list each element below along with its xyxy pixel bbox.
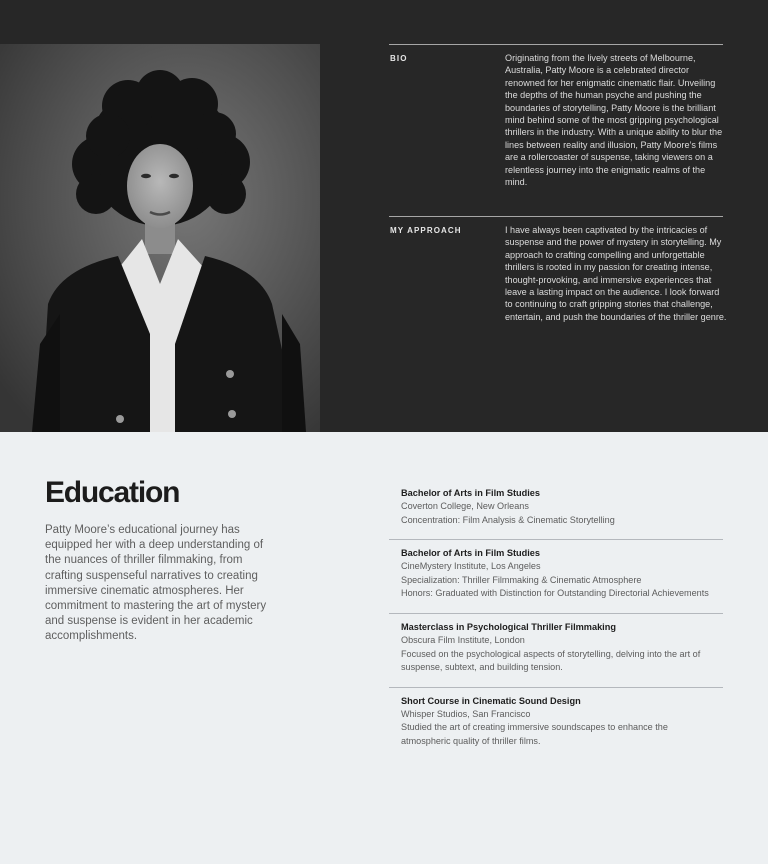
portrait-illustration [0, 44, 320, 432]
education-item-line: CineMystery Institute, Los Angeles [401, 561, 541, 572]
education-item [389, 614, 723, 688]
education-item-line: Honors: Graduated with Distinction for Outstanding Directorial Achievements [401, 588, 709, 599]
education-item-line: Focused on the psychological aspects of storytelling, delving into the art of suspense, subtext, and building tension. [401, 648, 701, 673]
education-item [389, 480, 723, 540]
bio-text: Originating from the lively streets of Melbourne, Australia, Patty Moore is a celebrated director renowned for her enigmatic cinematic flair. Unveiling the depths of the human psyche and pushing the boundaries of storytelling, Patty Moore is the brilliant mind behind some of the most gripping psychological thrillers in the industry. With a unique ability to blur the lines between reality and illusion, Patty Moore’s films are a rollercoaster of suspense, taking viewers on a relentless journey into the enigmatic realms of the mind. [505, 53, 723, 188]
education-item-title: Short Course in Cinematic Sound Design [401, 695, 581, 706]
education-item-title: Bachelor of Arts in Film Studies [401, 548, 541, 559]
portrait-photo [0, 44, 320, 432]
education-item-title: Bachelor of Arts in Film Studies [401, 488, 541, 498]
education-item-title: Masterclass in Psychological Thriller Filmmaking [401, 621, 616, 632]
education-item [389, 540, 723, 614]
education-item-line: Specialization: Thriller Filmmaking & Cinematic Atmosphere [401, 574, 642, 585]
approach-text: I have always been captivated by the intricacies of suspense and the power of mystery in storytelling. My approach to crafting compelling and unforgettable thrillers is rooted in my passion for creating intense, thought-provoking, and immersive experiences that leave a lasting impact on the audience. I look forward to continuing to craft gripping stories that challenge, entertain, and push the boundaries of the thriller genre. [505, 225, 727, 322]
education-item-line: Concentration: Film Analysis & Cinematic Storytelling [401, 514, 615, 525]
education-intro: Patty Moore’s educational journey has equipped her with a deep understanding of the nuances of thriller filmmaking, from crafting suspenseful narratives to creating immersive cinematic atmospheres. Her commitment to mastering the art of mystery and suspense is evident in her academic accomplishments. [45, 524, 267, 643]
education-item-line: Whisper Studios, San Francisco [401, 708, 531, 719]
education-item-line: Coverton College, New Orleans [401, 501, 529, 511]
education-item-line: Obscura Film Institute, London [401, 634, 525, 645]
education-item [389, 688, 723, 761]
approach-section [389, 216, 727, 322]
approach-label: MY APPROACH [390, 226, 462, 235]
bio-label: BIO [390, 54, 408, 63]
bio-section [389, 44, 723, 188]
education-item-line: Studied the art of creating immersive soundscapes to enhance the atmospheric quality of thriller films. [401, 722, 668, 746]
education-title: Education [45, 476, 180, 509]
education-list [389, 480, 723, 761]
